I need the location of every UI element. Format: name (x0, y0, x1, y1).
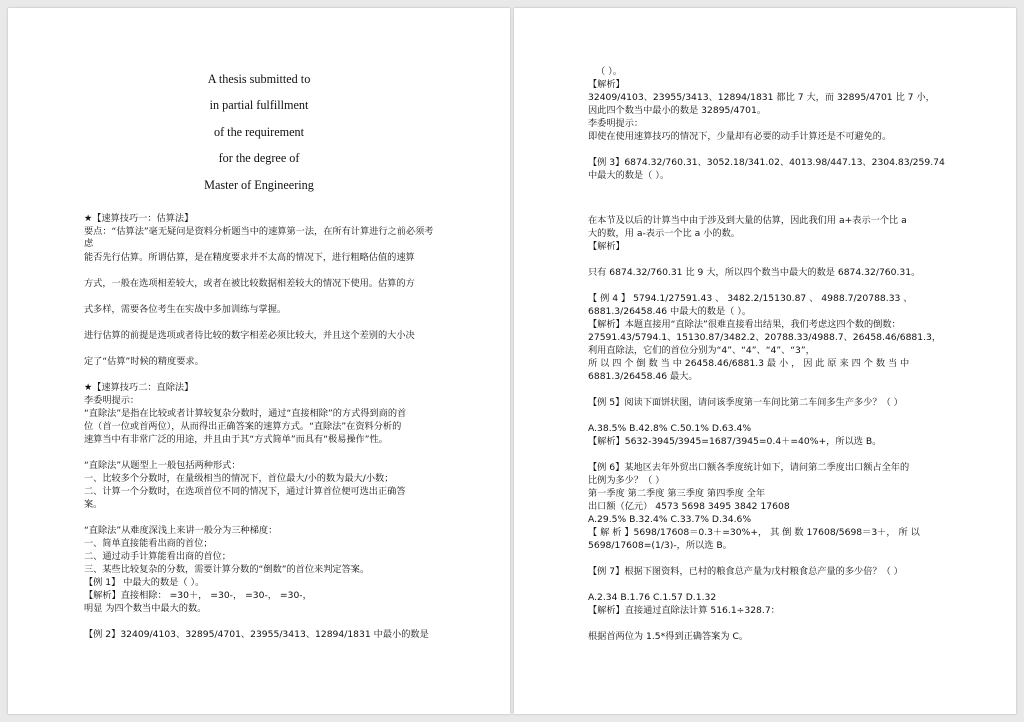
example-1-conclusion: 明显 为四个数当中最大的数。 (84, 603, 207, 614)
left-page (8, 8, 510, 714)
example-6-table-row: 出口额（亿元） 4573 5698 3495 3842 17608 (588, 501, 790, 512)
thesis-title-line-1: A thesis submitted to (207, 72, 311, 86)
example-7-question: 【例 7】根据下图资料，已村的粮食总产量为戊村粮食总产量的多少倍？（ ） (588, 566, 903, 577)
example-6-question: 【例 6】某地区去年外贸出口额各季度统计如下，请问第二季度出口额占全年的 (588, 462, 910, 473)
example-6-table-header: 第一季度 第二季度 第三季度 第四季度 全年 (588, 488, 766, 499)
paragraph-line: 要点：“估算法”毫无疑问是资料分析题当中的速算第一法，在所有计算进行之前必须考虑 (84, 226, 434, 249)
paragraph-line: 案。 (84, 499, 103, 510)
example-7-conclusion: 根据首两位为 1.5*得到正确答案为 C。 (588, 631, 749, 642)
paragraph-line: 定了“估算”时候的精度要求。 (84, 356, 204, 367)
paragraph-line: 位（首一位或首两位），从而得出正确答案的速算方式。“直除法”在资料分析的 (84, 421, 402, 432)
example-6-question-end: 比例为多少？（ ） (588, 475, 665, 486)
paragraph-line: 一、比较多个分数时，在量级相当的情况下，首位最大/小的数为最大/小数； (84, 473, 394, 484)
paragraph-line: 一、简单直接能看出商的首位； (84, 538, 213, 549)
example-1-analysis: 【解析】直接相除： =30＋， =30-， =30-， =30-， (84, 590, 312, 601)
thesis-title-line-4: for the degree of (218, 151, 300, 165)
right-page (514, 8, 1016, 714)
paragraph-line: 速算当中有非常广泛的用途，并且由于其“方式简单”而具有“极易操作”性。 (84, 434, 388, 445)
example-5-options: A.38.5% B.42.8% C.50.1% D.63.4% (588, 423, 752, 434)
paragraph-line: 即使在使用速算技巧的情况下，少量却有必要的动手计算还是不可避免的。 (588, 131, 892, 142)
example-2-question-end: （ ）。 (596, 66, 622, 77)
example-3-question-end: 中最大的数是（ ）。 (588, 170, 670, 181)
example-7-analysis: 【解析】直接通过直除法计算 516.1÷328.7： (588, 605, 780, 616)
tip-label: 李委明提示： (84, 395, 140, 406)
example-5-analysis: 【解析】5632-3945/3945=1687/3945=0.4＋=40%+，所以选 B。 (588, 436, 882, 447)
paragraph-line: 能否先行估算。所谓估算，是在精度要求并不太高的情况下，进行粗略估值的速算 (84, 252, 415, 263)
paragraph-line: 利用直除法，它们的首位分别为“4”、“4”、“4”、“3”， (588, 345, 815, 356)
example-6-options: A.29.5% B.32.4% C.33.7% D.34.6% (588, 514, 752, 525)
example-7-options: A.2.34 B.1.76 C.1.57 D.1.32 (588, 592, 717, 603)
paragraph-line: 二、计算一个分数时，在选项首位不同的情况下，通过计算首位便可选出正确答 (84, 486, 406, 497)
paragraph-line: 在本节及以后的计算当中由于涉及到大量的估算，因此我们用 a+表示一个比 a (588, 215, 907, 226)
example-4-question: 【 例 4 】 5794.1/27591.43 、 3482.2/15130.87 、 4988.7/20788.33 、 (588, 293, 913, 304)
example-1-question: 【例 1】 中最大的数是（ ）。 (84, 577, 205, 588)
example-2-question: 【例 2】32409/4103、32895/4701、23955/3413、12894/1831 中最小的数是 (84, 629, 429, 640)
paragraph-line: 27591.43/5794.1、15130.87/3482.2、20788.33/4988.7、26458.46/6881.3， (588, 332, 942, 343)
thesis-title-line-2: in partial fulfillment (209, 98, 309, 112)
example-5-question: 【例 5】阅读下面饼状图，请问该季度第一车间比第二车间多生产多少？（ ） (588, 397, 903, 408)
paragraph-line: 进行估算的前提是选项或者待比较的数字相差必须比较大，并且这个差别的大小决 (84, 330, 415, 341)
paragraph-line: 方式，一般在选项相差较大，或者在被比较数据相差较大的情况下使用。估算的方 (84, 278, 415, 289)
section-heading-estimation: ★【速算技巧一：估算法】 (84, 213, 194, 224)
paragraph-line: 32409/4103、23955/3413、12894/1831 都比 7 大，而 32895/4701 比 7 小， (588, 92, 935, 103)
paragraph-line: 因此四个数当中最小的数是 32895/4701。 (588, 105, 767, 116)
example-6-analysis: 【 解 析 】5698/17608＝0.3＋=30%+， 其 倒 数 17608/5698＝3＋， 所 以 (588, 527, 920, 538)
example-3-analysis: 只有 6874.32/760.31 比 9 大，所以四个数当中最大的数是 6874.32/760.31。 (588, 267, 921, 278)
analysis-label: 【解析】 (588, 241, 625, 252)
thesis-title-line-3: of the requirement (213, 125, 304, 139)
paragraph-line: 大的数，用 a-表示一个比 a 小的数。 (588, 228, 740, 239)
example-4-question-end: 6881.3/26458.46 中最大的数是（ ）。 (588, 306, 752, 317)
paragraph-line: 5698/17608=(1/3)-，所以选 B。 (588, 540, 732, 551)
tip-label: 李委明提示： (588, 118, 644, 129)
paragraph-line: “直除法”从题型上一般包括两种形式： (84, 460, 241, 471)
example-3-question: 【例 3】6874.32/760.31、3052.18/341.02、4013.98/447.13、2304.83/259.74 (588, 157, 945, 168)
paragraph-line: “直除法”是指在比较或者计算较复杂分数时，通过“直接相除”的方式得到商的首 (84, 408, 407, 419)
paragraph-line: 所 以 四 个 倒 数 当 中 26458.46/6881.3 最 小 ， 因 此 原 来 四 个 数 当 中 (588, 358, 910, 369)
analysis-label: 【解析】 (588, 79, 625, 90)
paragraph-line: 6881.3/26458.46 最大。 (588, 371, 698, 382)
paragraph-line: “直除法”从难度深浅上来讲一般分为三种梯度： (84, 525, 278, 536)
thesis-title-line-5: Master of Engineering (204, 178, 314, 192)
section-heading-direct-division: ★【速算技巧二：直除法】 (84, 382, 194, 393)
paragraph-line: 三、某些比较复杂的分数，需要计算分数的“倒数”的首位来判定答案。 (84, 564, 370, 575)
paragraph-line: 二、通过动手计算能看出商的首位； (84, 551, 231, 562)
paragraph-line: 式多样，需要各位考生在实战中多加训练与掌握。 (84, 304, 287, 315)
example-4-analysis: 【解析】本题直接用“直除法”很难直接看出结果，我们考虑这四个数的倒数： (588, 319, 901, 330)
